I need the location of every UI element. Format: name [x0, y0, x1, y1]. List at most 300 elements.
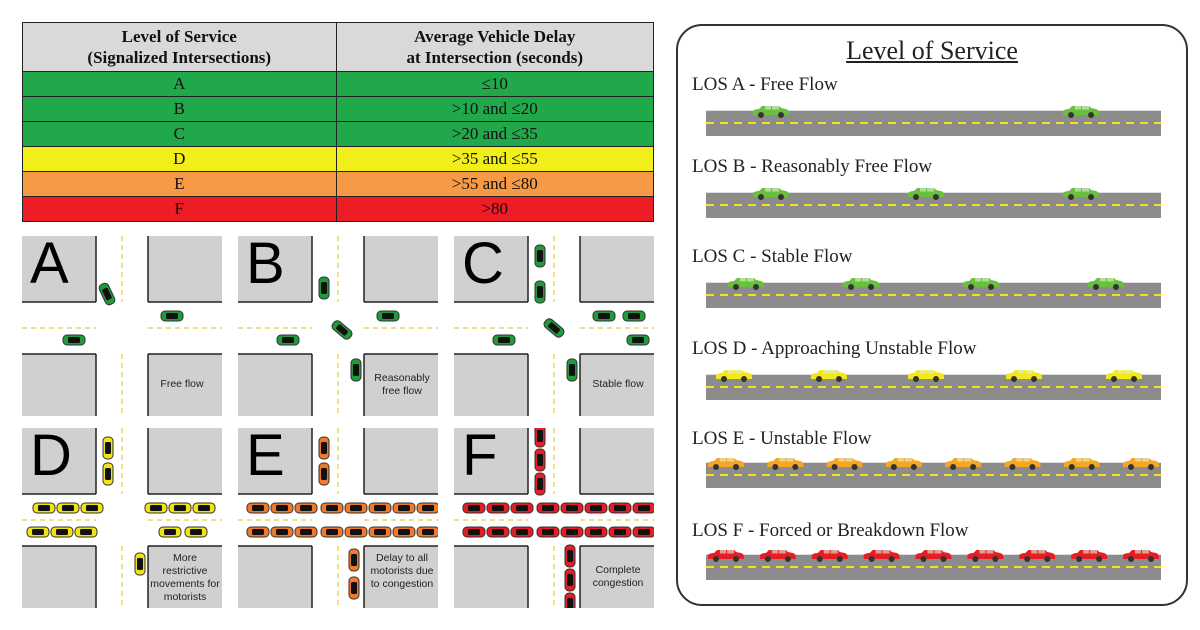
- car-wheel: [765, 556, 771, 562]
- car-roof: [537, 430, 543, 442]
- car: [623, 311, 645, 321]
- car-window: [898, 458, 904, 462]
- los-row-label: LOS C - Stable Flow: [692, 246, 853, 267]
- car-roof: [632, 337, 644, 343]
- car-roof: [598, 313, 610, 319]
- intersection-panel: [22, 428, 222, 608]
- car-roof: [516, 529, 528, 535]
- car-roof: [321, 442, 327, 454]
- panel-letter: D: [30, 428, 72, 488]
- car-roof: [398, 529, 410, 535]
- header-col2-line2: at Intersection (seconds): [406, 48, 584, 67]
- los-road: [706, 550, 1161, 580]
- car-window: [747, 278, 754, 282]
- level-of-service-box: [676, 24, 1188, 606]
- car-window: [986, 550, 993, 554]
- row-delay: >20 and ≤35: [336, 122, 653, 147]
- car-wheel: [1131, 376, 1137, 382]
- car-window: [1038, 550, 1045, 554]
- car-window: [1083, 550, 1089, 554]
- los-road: [706, 278, 1161, 308]
- car-roof: [198, 505, 210, 511]
- car-roof: [62, 505, 74, 511]
- car: [169, 503, 191, 513]
- car-roof: [638, 505, 650, 511]
- car-wheel: [1148, 464, 1154, 470]
- car-roof: [326, 529, 338, 535]
- car-roof: [569, 364, 575, 376]
- car-wheel: [891, 464, 897, 470]
- car: [417, 527, 438, 537]
- table-row: [23, 72, 654, 97]
- car: [463, 503, 485, 513]
- car-roof: [282, 337, 294, 343]
- car-window: [1125, 370, 1132, 374]
- car-roof: [105, 468, 111, 480]
- car-roof: [276, 505, 288, 511]
- car-wheel: [832, 464, 838, 470]
- car-roof: [492, 505, 504, 511]
- table-row: [23, 147, 654, 172]
- car-roof: [300, 505, 312, 511]
- car: [463, 527, 485, 537]
- car-roof: [468, 529, 480, 535]
- car-roof: [166, 313, 178, 319]
- car: [145, 503, 167, 513]
- car-roof: [537, 286, 543, 298]
- car-roof: [590, 529, 602, 535]
- car-roof: [516, 505, 528, 511]
- car-wheel: [1128, 464, 1134, 470]
- car-wheel: [1044, 556, 1050, 562]
- car-wheel: [1011, 376, 1017, 382]
- car-roof: [542, 505, 554, 511]
- car: [561, 527, 583, 537]
- car-window: [920, 188, 926, 192]
- car: [63, 335, 85, 345]
- car-roof: [321, 282, 327, 294]
- car-wheel: [772, 464, 778, 470]
- car-roof: [537, 250, 543, 262]
- car-window: [1142, 550, 1149, 554]
- car-wheel: [733, 556, 739, 562]
- car: [247, 503, 269, 513]
- los-row-label: LOS E - Unstable Flow: [692, 428, 872, 449]
- table-row: [23, 97, 654, 122]
- car-roof: [137, 558, 143, 570]
- car-roof: [498, 337, 510, 343]
- car-window: [1100, 278, 1106, 282]
- car: [493, 335, 515, 345]
- car: [393, 503, 415, 513]
- car-roof: [353, 364, 359, 376]
- car: [535, 473, 545, 495]
- car-wheel: [741, 376, 747, 382]
- car: [135, 553, 145, 575]
- car: [377, 311, 399, 321]
- car: [75, 527, 97, 537]
- car-wheel: [753, 284, 759, 290]
- row-delay: ≤10: [336, 72, 653, 97]
- panel-caption: Reasonably free flow: [374, 372, 430, 397]
- car-wheel: [1111, 376, 1117, 382]
- car-roof: [590, 505, 602, 511]
- car-roof: [614, 529, 626, 535]
- car: [161, 311, 183, 321]
- los-row-label: LOS F - Forced or Breakdown Flow: [692, 520, 969, 541]
- car: [319, 437, 329, 459]
- car-roof: [321, 468, 327, 480]
- car-window: [1082, 106, 1089, 110]
- intersection-panel: [454, 236, 654, 416]
- car: [417, 503, 438, 513]
- car-wheel: [816, 376, 822, 382]
- car-wheel: [950, 464, 956, 470]
- car: [487, 527, 509, 537]
- car: [535, 245, 545, 267]
- los-road: [706, 458, 1161, 488]
- car: [585, 527, 607, 537]
- row-delay: >80: [336, 197, 653, 222]
- car-roof: [382, 313, 394, 319]
- los-road: [706, 106, 1161, 136]
- car-wheel: [837, 556, 843, 562]
- row-level: D: [23, 147, 337, 172]
- panel-letter: F: [462, 428, 498, 488]
- car-window: [905, 458, 912, 462]
- car-window: [975, 278, 981, 282]
- car: [349, 549, 359, 571]
- car-roof: [32, 529, 44, 535]
- row-level: A: [23, 72, 337, 97]
- car-window: [740, 278, 746, 282]
- car: [295, 527, 317, 537]
- car-wheel: [1031, 376, 1037, 382]
- car-wheel: [1148, 556, 1154, 562]
- panel-caption: Stable flow: [592, 378, 644, 390]
- car-window: [839, 458, 845, 462]
- table-row: [23, 172, 654, 197]
- car-window: [727, 458, 734, 462]
- car-roof: [492, 529, 504, 535]
- car-roof: [252, 505, 264, 511]
- car-wheel: [889, 556, 895, 562]
- car: [561, 503, 583, 513]
- car: [627, 335, 649, 345]
- car-window: [824, 550, 830, 554]
- car: [103, 437, 113, 459]
- car-window: [1075, 106, 1081, 110]
- car-window: [720, 458, 726, 462]
- los-row-label: LOS B - Reasonably Free Flow: [692, 156, 933, 177]
- car: [535, 449, 545, 471]
- car-roof: [252, 529, 264, 535]
- car-wheel: [1068, 194, 1074, 200]
- car-wheel: [1093, 284, 1099, 290]
- car-window: [772, 106, 779, 110]
- car-roof: [350, 529, 362, 535]
- car-wheel: [1024, 556, 1030, 562]
- car: [393, 527, 415, 537]
- car-roof: [566, 529, 578, 535]
- car: [633, 503, 654, 513]
- car-roof: [174, 505, 186, 511]
- car-window: [979, 550, 985, 554]
- car-roof: [150, 505, 162, 511]
- los-road: [706, 188, 1161, 218]
- car: [511, 503, 533, 513]
- car-window: [735, 370, 742, 374]
- car-window: [1142, 458, 1149, 462]
- car: [565, 569, 575, 591]
- car-wheel: [778, 194, 784, 200]
- car-roof: [276, 529, 288, 535]
- row-delay: >55 and ≤80: [336, 172, 653, 197]
- car-wheel: [1088, 194, 1094, 200]
- car-window: [1031, 550, 1037, 554]
- car: [51, 527, 73, 537]
- car: [277, 335, 299, 345]
- car-roof: [398, 505, 410, 511]
- car: [609, 503, 631, 513]
- intersection-diagrams: [22, 232, 654, 608]
- car-window: [876, 550, 882, 554]
- car-window: [1023, 458, 1030, 462]
- car-wheel: [721, 376, 727, 382]
- car-wheel: [733, 464, 739, 470]
- car-roof: [351, 582, 357, 594]
- car: [593, 311, 615, 321]
- car: [321, 527, 343, 537]
- car-window: [1076, 458, 1082, 462]
- car: [537, 527, 559, 537]
- car-window: [928, 550, 934, 554]
- car-roof: [164, 529, 176, 535]
- car-roof: [422, 529, 434, 535]
- car: [27, 527, 49, 537]
- car: [271, 527, 293, 537]
- car-window: [1083, 458, 1090, 462]
- car-window: [786, 458, 793, 462]
- car-roof: [38, 505, 50, 511]
- car: [565, 545, 575, 567]
- car: [81, 503, 103, 513]
- car-wheel: [1009, 464, 1015, 470]
- car-window: [1118, 370, 1124, 374]
- car-window: [855, 278, 861, 282]
- car-window: [846, 458, 853, 462]
- car-wheel: [713, 556, 719, 562]
- car-wheel: [852, 464, 858, 470]
- los-box-title: Level of Service: [846, 36, 1018, 65]
- car: [271, 503, 293, 513]
- panel-letter: B: [246, 236, 285, 296]
- car-window: [823, 370, 829, 374]
- car-roof: [537, 454, 543, 466]
- car-wheel: [1069, 464, 1075, 470]
- car-roof: [638, 529, 650, 535]
- car: [537, 503, 559, 513]
- car: [535, 281, 545, 303]
- car-wheel: [848, 284, 854, 290]
- car-roof: [566, 505, 578, 511]
- car-wheel: [869, 556, 875, 562]
- car-roof: [350, 505, 362, 511]
- car-window: [883, 550, 890, 554]
- car-roof: [80, 529, 92, 535]
- table-row: [23, 197, 654, 222]
- los-road: [706, 370, 1161, 400]
- car-wheel: [992, 556, 998, 562]
- car: [319, 277, 329, 299]
- car-window: [982, 278, 989, 282]
- panel-letter: A: [30, 236, 69, 296]
- car-window: [1075, 188, 1081, 192]
- car-wheel: [913, 376, 919, 382]
- car-window: [1107, 278, 1114, 282]
- car-wheel: [778, 112, 784, 118]
- car: [369, 527, 391, 537]
- intersection-panel: [22, 236, 222, 416]
- car-wheel: [972, 556, 978, 562]
- car-roof: [326, 505, 338, 511]
- row-delay: >10 and ≤20: [336, 97, 653, 122]
- row-level: B: [23, 97, 337, 122]
- car-window: [1090, 550, 1097, 554]
- car-roof: [300, 529, 312, 535]
- car-window: [779, 458, 785, 462]
- car-window: [727, 550, 734, 554]
- car: [321, 503, 343, 513]
- car-window: [830, 370, 837, 374]
- car-window: [831, 550, 838, 554]
- car-wheel: [817, 556, 823, 562]
- car: [567, 359, 577, 381]
- car: [369, 503, 391, 513]
- car-roof: [351, 554, 357, 566]
- car-wheel: [913, 194, 919, 200]
- table-row: [23, 122, 654, 147]
- car-wheel: [836, 376, 842, 382]
- car-wheel: [970, 464, 976, 470]
- car-wheel: [868, 284, 874, 290]
- car-roof: [190, 529, 202, 535]
- car-roof: [374, 529, 386, 535]
- car-window: [772, 188, 779, 192]
- car-wheel: [1076, 556, 1082, 562]
- car: [349, 577, 359, 599]
- car: [351, 359, 361, 381]
- row-level: E: [23, 172, 337, 197]
- car-window: [927, 370, 934, 374]
- header-col1-line1: Level of Service: [121, 27, 237, 46]
- car-window: [862, 278, 869, 282]
- car-roof: [56, 529, 68, 535]
- header-col2-line1: Average Vehicle Delay: [414, 27, 576, 46]
- car-window: [720, 550, 726, 554]
- panel-caption: Complete congestion: [592, 564, 644, 589]
- header-level-of-service: [23, 23, 337, 72]
- car-window: [957, 458, 963, 462]
- car-wheel: [758, 194, 764, 200]
- car-window: [1135, 458, 1141, 462]
- car-roof: [537, 478, 543, 490]
- car: [585, 503, 607, 513]
- car-wheel: [911, 464, 917, 470]
- intersection-panel: [238, 428, 438, 608]
- intersection-panel: [454, 428, 654, 608]
- car-wheel: [1029, 464, 1035, 470]
- car: [185, 527, 207, 537]
- los-row-label: LOS A - Free Flow: [692, 74, 838, 95]
- car-window: [765, 188, 771, 192]
- car-roof: [567, 550, 573, 562]
- car-wheel: [1088, 112, 1094, 118]
- car: [345, 527, 367, 537]
- panel-letter: C: [462, 236, 504, 296]
- car-roof: [105, 442, 111, 454]
- car-roof: [86, 505, 98, 511]
- car-window: [728, 370, 734, 374]
- car: [609, 527, 631, 537]
- los-delay-table: [22, 22, 654, 222]
- car: [103, 463, 113, 485]
- intersection-panel: [238, 236, 438, 416]
- car-wheel: [785, 556, 791, 562]
- car-wheel: [1096, 556, 1102, 562]
- header-col1-line2: (Signalized Intersections): [87, 48, 272, 67]
- car-roof: [468, 505, 480, 511]
- car: [565, 593, 575, 608]
- car-wheel: [733, 284, 739, 290]
- car-window: [765, 106, 771, 110]
- car-window: [1016, 458, 1022, 462]
- car-roof: [614, 505, 626, 511]
- car-wheel: [1068, 112, 1074, 118]
- car-roof: [68, 337, 80, 343]
- row-level: F: [23, 197, 337, 222]
- car-window: [1135, 550, 1141, 554]
- car-roof: [567, 574, 573, 586]
- header-average-delay: [336, 23, 653, 72]
- car-wheel: [921, 556, 927, 562]
- panel-caption: Free flow: [160, 378, 204, 390]
- car-roof: [542, 529, 554, 535]
- car-window: [927, 188, 934, 192]
- car: [295, 503, 317, 513]
- car-wheel: [988, 284, 994, 290]
- panel-caption: Delay to all motorists due to congestion: [370, 552, 434, 590]
- car: [633, 527, 654, 537]
- car: [487, 503, 509, 513]
- los-row-label: LOS D - Approaching Unstable Flow: [692, 338, 977, 359]
- car-wheel: [1128, 556, 1134, 562]
- car-wheel: [941, 556, 947, 562]
- car: [345, 503, 367, 513]
- car: [535, 428, 545, 447]
- car-wheel: [713, 464, 719, 470]
- car-window: [920, 370, 926, 374]
- car: [159, 527, 181, 537]
- car-window: [964, 458, 971, 462]
- panel-caption: More restrictive movements for motorists: [150, 552, 220, 603]
- car: [57, 503, 79, 513]
- row-delay: >35 and ≤55: [336, 147, 653, 172]
- car-roof: [628, 313, 640, 319]
- car-window: [1025, 370, 1032, 374]
- car-roof: [422, 505, 434, 511]
- car-wheel: [968, 284, 974, 290]
